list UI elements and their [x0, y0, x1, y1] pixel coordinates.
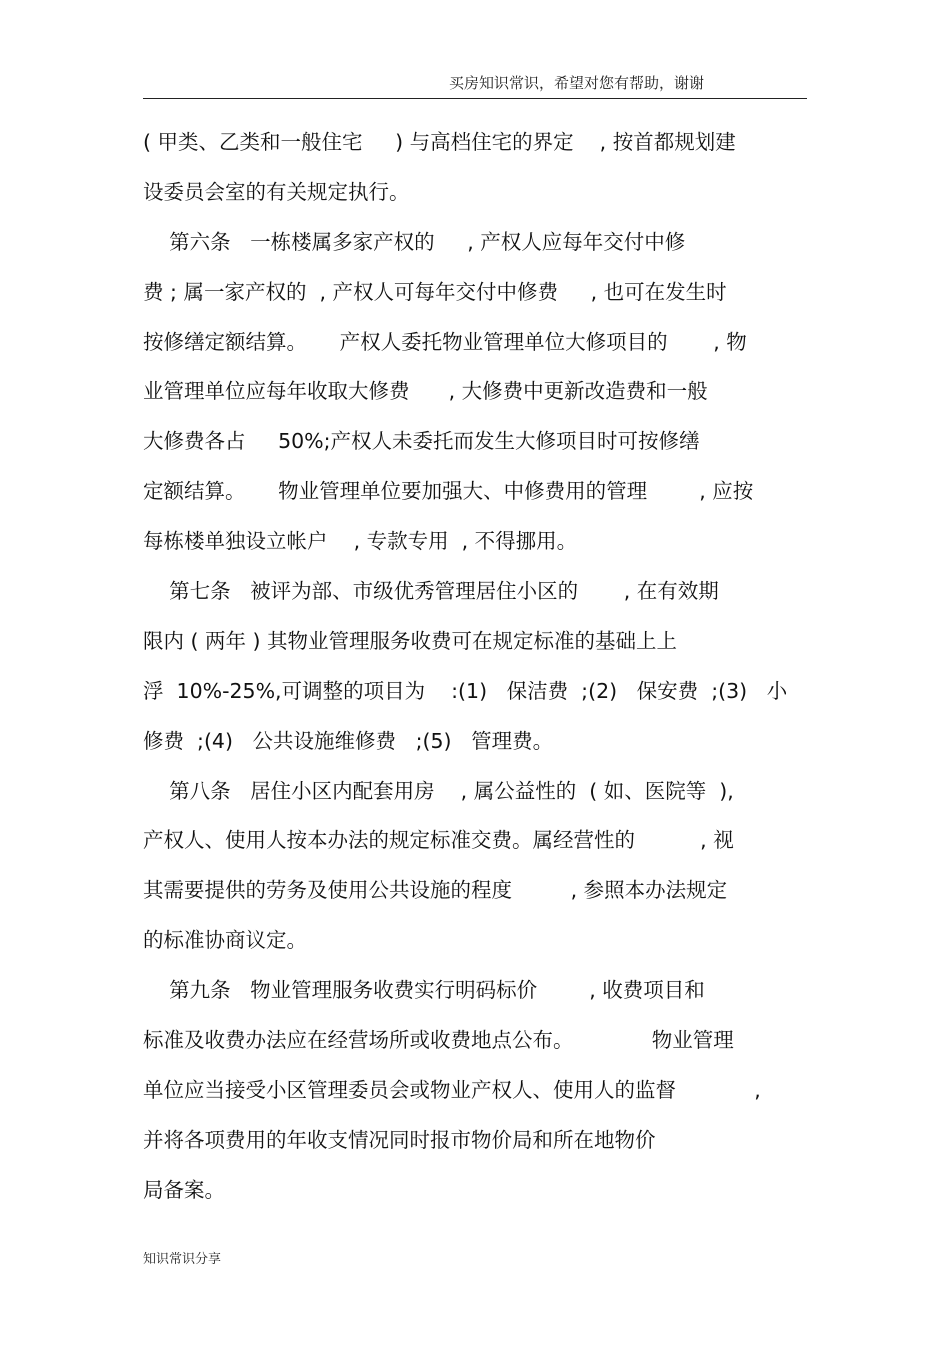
header-text: 买房知识常识，希望对您有帮助，谢谢	[449, 74, 705, 92]
body-line: 第六条 一栋楼属多家产权的 , 产权人应每年交付中修	[143, 230, 686, 254]
body-line: 第七条 被评为部、市级优秀管理居住小区的 , 在有效期	[143, 579, 719, 603]
body-line: 第八条 居住小区内配套用房 , 属公益性的 ( 如、医院等 ),	[143, 779, 734, 803]
body-line: 并将各项费用的年收支情况同时报市物价局和所在地物价	[143, 1128, 656, 1152]
body-line: 浮 10%-25%,可调整的项目为 :(1) 保洁费 ;(2) 保安费 ;(3) 小	[143, 679, 788, 703]
body-line: 其需要提供的劳务及使用公共设施的程度 , 参照本办法规定	[143, 878, 728, 902]
body-line: 局备案。	[143, 1178, 225, 1202]
body-line: 费 ; 属一家产权的 , 产权人可每年交付中修费 , 也可在发生时	[143, 280, 727, 304]
body-line: 标准及收费办法应在经营场所或收费地点公布。 物业管理	[143, 1028, 734, 1052]
body-line: 产权人、使用人按本办法的规定标准交费。属经营性的 , 视	[143, 828, 734, 852]
body-line: 按修缮定额结算。 产权人委托物业管理单位大修项目的 , 物	[143, 330, 747, 354]
body-line: 单位应当接受小区管理委员会或物业产权人、使用人的监督 ,	[143, 1078, 761, 1102]
page-header	[143, 68, 807, 99]
body-line: 第九条 物业管理服务收费实行明码标价 , 收费项目和	[143, 978, 705, 1002]
body-line: 设委员会室的有关规定执行。	[143, 180, 410, 204]
page-footer: 知识常识分享	[143, 1252, 222, 1267]
body-line: 业管理单位应每年收取大修费 , 大修费中更新改造费和一般	[143, 379, 708, 403]
body-line: 限内 ( 两年 ) 其物业管理服务收费可在规定标准的基础上上	[143, 629, 678, 653]
body-line: 定额结算。 物业管理单位要加强大、中修费用的管理 , 应按	[143, 479, 754, 503]
body-line: 的标准协商议定。	[143, 928, 307, 952]
body-line: 修费 ;(4) 公共设施维修费 ;(5) 管理费。	[143, 729, 554, 753]
body-line: 每栋楼单独设立帐户 , 专款专用 , 不得挪用。	[143, 529, 578, 553]
body-line: 大修费各占 50%;产权人未委托而发生大修项目时可按修缮	[143, 429, 700, 453]
body-line: ( 甲类、乙类和一般住宅 ) 与高档住宅的界定 , 按首都规划建	[143, 130, 736, 154]
